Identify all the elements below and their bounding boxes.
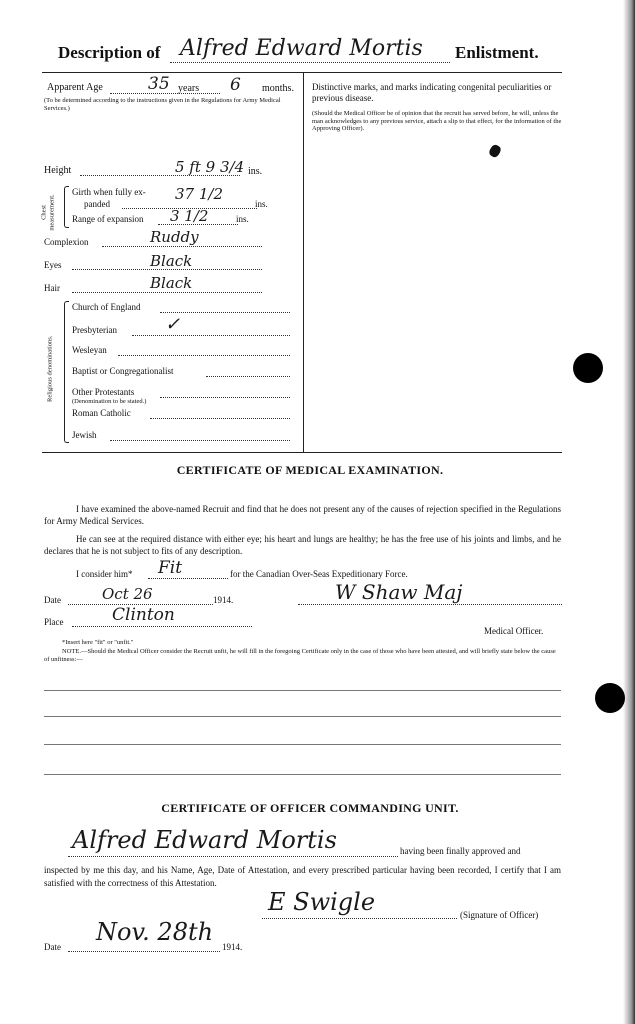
chest-girth-value: 37 1/2	[175, 185, 223, 203]
age-note: (To be determined according to the instructions given in the Regulations for Army Medical Services.)	[44, 97, 281, 112]
religion-other-protestants: Other Protestants	[72, 387, 135, 397]
complexion-label: Complexion	[44, 237, 89, 247]
officer-date-dots	[68, 951, 220, 952]
medical-insert-note: *Insert here "fit" or "unfit."	[62, 639, 134, 646]
medical-para-1: I have examined the above-named Recruit and find that he does not present any of the causes of rejection specified in the Regulations for Army Medical Services.	[44, 504, 561, 526]
distinctive-marks-note: (Should the Medical Officer be of opinion that the recruit has served before, he will, unless the man acknowledges to any previous service, attach a slip to that effect, for the information of the Approving Officer).	[312, 110, 562, 132]
religion-presbyterian: Presbyterian	[72, 325, 117, 335]
medical-fit-value: Fit	[158, 558, 183, 578]
chest-girth-label-1: Girth when fully ex-	[72, 187, 146, 197]
medical-consider-prefix: I consider him*	[76, 569, 133, 579]
medical-para-2: He can see at the required distance with either eye; his heart and lungs are healthy; he has the free use of his joints and limbs, and he declares that he is not subject to fits of any description.	[44, 534, 561, 556]
religion-other-note: (Denomination to be stated.)	[72, 398, 147, 405]
medical-heading: CERTIFICATE OF MEDICAL EXAMINATION.	[176, 463, 444, 477]
chest-range-unit: ins.	[236, 214, 249, 224]
age-months-label: months.	[262, 83, 294, 94]
religion-wesleyan: Wesleyan	[72, 345, 107, 355]
chest-brace	[64, 186, 69, 228]
medical-place-label: Place	[44, 617, 64, 627]
title-prefix: Description of	[58, 43, 161, 62]
age-label: Apparent Age	[47, 82, 103, 93]
medical-officer-label: Medical Officer.	[484, 626, 544, 636]
officer-name-dots	[68, 856, 398, 857]
medical-place-dots	[72, 626, 252, 627]
officer-date-year: 1914.	[222, 942, 243, 952]
officer-para: inspected by me this day, and his Name, Age, Date of Attestation, and every prescribed particular having been recorded, I certify that I am satisfied with the correctness of this Attestation.	[44, 865, 561, 888]
officer-recruit-name: Alfred Edward Mortis	[72, 826, 337, 854]
recruit-name: Alfred Edward Mortis	[180, 36, 423, 61]
complexion-value: Ruddy	[150, 228, 199, 246]
medical-date-year: 1914.	[213, 595, 234, 605]
age-months: 6	[230, 75, 241, 95]
religion-side-label: Religious denominations.	[46, 335, 54, 402]
ink-mark	[488, 143, 503, 158]
officer-signature-label: (Signature of Officer)	[460, 910, 539, 920]
title-suffix: Enlistment.	[455, 43, 539, 62]
religion-dots-5	[150, 418, 290, 419]
medical-consider-suffix: for the Canadian Over-Seas Expeditionary Force.	[230, 569, 408, 579]
medical-date-label: Date	[44, 595, 61, 605]
height-value: 5 ft 9 3/4	[175, 158, 245, 176]
medical-place-value: Clinton	[112, 605, 175, 625]
hair-value: Black	[150, 274, 193, 292]
religion-dots-6	[110, 440, 290, 441]
officer-date-value: Nov. 28th	[96, 918, 214, 946]
religion-brace	[64, 301, 69, 443]
age-years: 35	[148, 74, 170, 94]
officer-heading: CERTIFICATE OF OFFICER COMMANDING UNIT.	[161, 801, 459, 815]
religion-dots-2	[118, 355, 290, 356]
page-edge	[623, 0, 635, 1024]
frame-bottom-rule	[42, 452, 562, 453]
officer-signature: E Swigle	[268, 888, 376, 916]
religion-dots-4	[160, 397, 290, 398]
chest-side-label: Chest measurement.	[40, 194, 55, 231]
medical-date-value: Oct 26	[102, 585, 153, 603]
religion-dots-0	[160, 312, 290, 313]
unfitness-line-3	[44, 744, 561, 745]
frame-top-rule	[42, 72, 562, 73]
medical-signature-dots	[298, 604, 562, 605]
eyes-label: Eyes	[44, 260, 62, 270]
officer-having-text: having been finally approved and	[400, 846, 521, 856]
officer-signature-dots	[262, 918, 457, 919]
height-unit: ins.	[248, 166, 263, 177]
religion-baptist: Baptist or Congregationalist	[72, 366, 174, 376]
medical-consider-dots	[148, 578, 228, 579]
title-underline	[170, 62, 450, 63]
unfitness-line-1	[44, 690, 561, 691]
religion-jewish: Jewish	[72, 430, 97, 440]
medical-nota: NOTE.—Should the Medical Officer consider the Recruit unfit, he will fill in the foregoing Certificate only in the case of those who have been attested, and will briefly state below the cause of unfitness:—	[44, 648, 556, 663]
frame-center-rule	[303, 72, 304, 452]
religion-dots-3	[206, 376, 290, 377]
officer-date-label: Date	[44, 942, 61, 952]
religion-roman-catholic: Roman Catholic	[72, 408, 131, 418]
chest-girth-unit: ins.	[255, 199, 268, 209]
distinctive-marks-label: Distinctive marks, and marks indicating congenital peculiarities or previous disease.	[312, 82, 552, 103]
age-years-label: years	[178, 83, 200, 94]
presbyterian-checkmark: ✓	[165, 314, 181, 335]
unfitness-line-4	[44, 774, 561, 775]
chest-range-value: 3 1/2	[170, 207, 209, 225]
chest-range-label: Range of expansion	[72, 214, 144, 224]
unfitness-line-2	[44, 716, 561, 717]
punch-hole-top	[573, 353, 603, 383]
chest-girth-label-2: panded	[84, 199, 110, 209]
height-label: Height	[44, 165, 72, 176]
religion-dots-1	[132, 335, 290, 336]
medical-officer-signature: W Shaw Maj	[335, 580, 463, 604]
eyes-value: Black	[150, 252, 193, 270]
punch-hole-bottom	[595, 683, 625, 713]
hair-label: Hair	[44, 283, 60, 293]
hair-dots	[72, 292, 262, 293]
complexion-dots	[102, 246, 262, 247]
religion-church-of-england: Church of England	[72, 302, 141, 312]
